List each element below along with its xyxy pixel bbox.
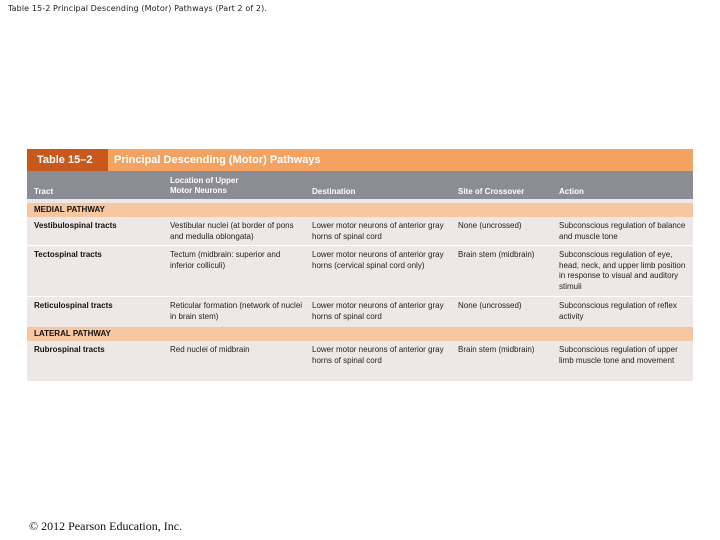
cell-location: Reticular formation (network of nuclei in brain stem) — [170, 301, 303, 321]
header-location-line1: Location of Upper — [170, 176, 239, 185]
descending-pathways-table — [27, 149, 693, 381]
cell-tract: Rubrospinal tracts — [34, 345, 105, 354]
cell-location: Tectum (midbrain: superior and inferior colliculi) — [170, 250, 281, 270]
header-location — [170, 176, 238, 196]
header-destination: Destination — [312, 187, 356, 196]
table-header-row — [27, 171, 693, 199]
copyright-notice: © 2012 Pearson Education, Inc. — [29, 519, 183, 533]
cell-action: Subconscious regulation of eye, head, neck, and upper limb position in response to visual and auditory stimuli — [559, 250, 686, 291]
section-medial-pathway: MEDIAL PATHWAY — [27, 203, 693, 217]
cell-destination: Lower motor neurons of anterior gray horns of spinal cord — [312, 345, 444, 365]
cell-action: Subconscious regulation of reflex activity — [559, 301, 677, 321]
cell-destination: Lower motor neurons of anterior gray horns of spinal cord — [312, 301, 444, 321]
cell-action: Subconscious regulation of upper limb muscle tone and movement — [559, 345, 678, 365]
cell-tract: Tectospinal tracts — [34, 250, 102, 259]
cell-destination: Lower motor neurons of anterior gray horns of spinal cord — [312, 221, 444, 241]
cell-crossover: None (uncrossed) — [458, 221, 522, 230]
cell-action: Subconscious regulation of balance and muscle tone — [559, 221, 686, 241]
cell-tract: Vestibulospinal tracts — [34, 221, 117, 230]
cell-location: Red nuclei of midbrain — [170, 345, 250, 354]
header-tract: Tract — [34, 187, 54, 196]
table-row — [27, 341, 693, 381]
table-row — [27, 246, 693, 297]
cell-crossover: Brain stem (midbrain) — [458, 250, 535, 259]
cell-destination: Lower motor neurons of anterior gray horns (cervical spinal cord only) — [312, 250, 444, 270]
cell-tract: Reticulospinal tracts — [34, 301, 113, 310]
header-crossover: Site of Crossover — [458, 187, 525, 196]
header-action: Action — [559, 187, 584, 196]
table-row — [27, 297, 693, 325]
section-lateral-pathway: LATERAL PATHWAY — [27, 327, 693, 341]
table-title-bar — [27, 149, 693, 171]
header-location-line2: Motor Neurons — [170, 186, 227, 195]
table-number-label: Table 15–2 — [27, 149, 108, 171]
cell-location: Vestibular nuclei (at border of pons and medulla oblongata) — [170, 221, 294, 241]
table-name: Principal Descending (Motor) Pathways — [114, 154, 321, 166]
cell-crossover: None (uncrossed) — [458, 301, 522, 310]
cell-crossover: Brain stem (midbrain) — [458, 345, 535, 354]
table-row — [27, 217, 693, 246]
slide-title: Table 15-2 Principal Descending (Motor) Pathways (Part 2 of 2). — [8, 4, 267, 13]
